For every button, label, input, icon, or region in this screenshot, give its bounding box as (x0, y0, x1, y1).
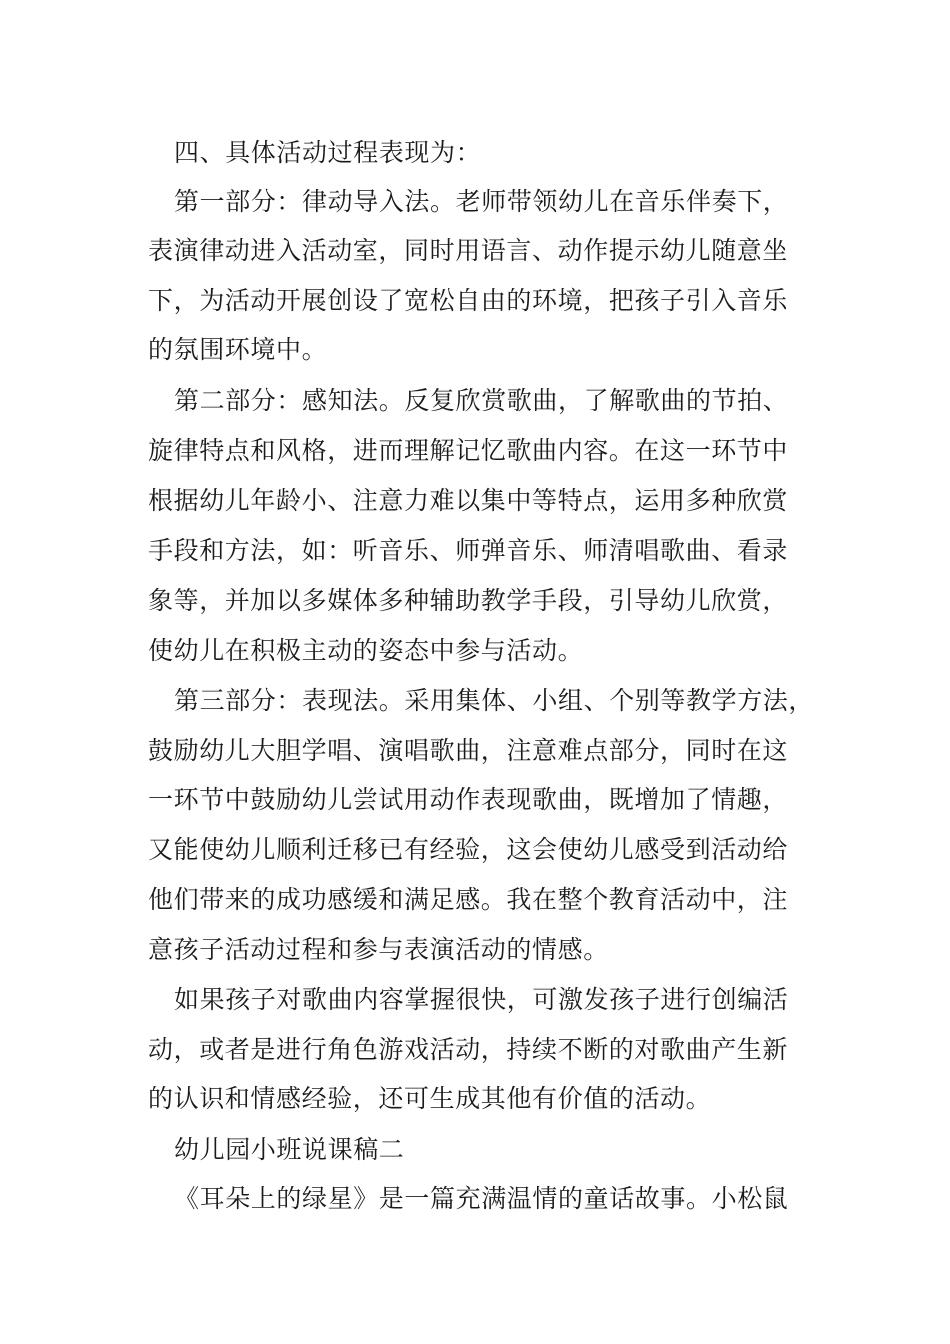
paragraph-3-line-2: 鼓励幼儿大胆学唱、演唱歌曲，注意难点部分，同时在这 (148, 736, 789, 765)
paragraph-1-line-1: 第一部分：律动导入法。老师带领幼儿在音乐伴奏下， (174, 187, 789, 216)
paragraph-2-line-3: 根据幼儿年龄小、注意力难以集中等特点，运用多种欣赏 (148, 486, 789, 515)
paragraph-2-line-5: 象等，并加以多媒体多种辅助教学手段，引导幼儿欣赏， (148, 586, 789, 615)
paragraph-2-line-2: 旋律特点和风格，进而理解记忆歌曲内容。在这一环节中 (148, 436, 789, 465)
paragraph-2-line-4: 手段和方法，如：听音乐、师弹音乐、师清唱歌曲、看录 (148, 536, 789, 565)
subheading: 幼儿园小班说课稿二 (174, 1135, 405, 1164)
paragraph-3-line-4: 又能使幼儿顺利迁移已有经验，这会使幼儿感受到活动给 (148, 835, 789, 864)
paragraph-3-line-1: 第三部分：表现法。采用集体、小组、个别等教学方法， (174, 686, 815, 715)
paragraph-1-line-3: 下，为活动开展创设了宽松自由的环境，把孩子引入音乐 (148, 286, 789, 315)
paragraph-4-line-1: 如果孩子对歌曲内容掌握很快，可激发孩子进行创编活 (174, 985, 789, 1014)
paragraph-1-line-4: 的氛围环境中。 (148, 335, 328, 364)
paragraph-4-line-3: 的认识和情感经验，还可生成其他有价值的活动。 (148, 1084, 712, 1113)
paragraph-2-line-6: 使幼儿在积极主动的姿态中参与活动。 (148, 636, 584, 665)
paragraph-3-line-6: 意孩子活动过程和参与表演活动的情感。 (148, 935, 609, 964)
paragraph-2-line-1: 第二部分：感知法。反复欣赏歌曲，了解歌曲的节拍、 (174, 386, 789, 415)
paragraph-4-line-2: 动，或者是进行角色游戏活动，持续不断的对歌曲产生新 (148, 1035, 789, 1064)
section-heading: 四、具体活动过程表现为： (174, 138, 482, 167)
paragraph-3-line-5: 他们带来的成功感缓和满足感。我在整个教育活动中，注 (148, 885, 789, 914)
paragraph-3-line-3: 一环节中鼓励幼儿尝试用动作表现歌曲，既增加了情趣， (148, 785, 789, 814)
paragraph-5-line-1: 《耳朵上的绿星》是一篇充满温情的童话故事。小松鼠 (174, 1184, 789, 1213)
paragraph-1-line-2: 表演律动进入活动室，同时用语言、动作提示幼儿随意坐 (148, 236, 789, 265)
